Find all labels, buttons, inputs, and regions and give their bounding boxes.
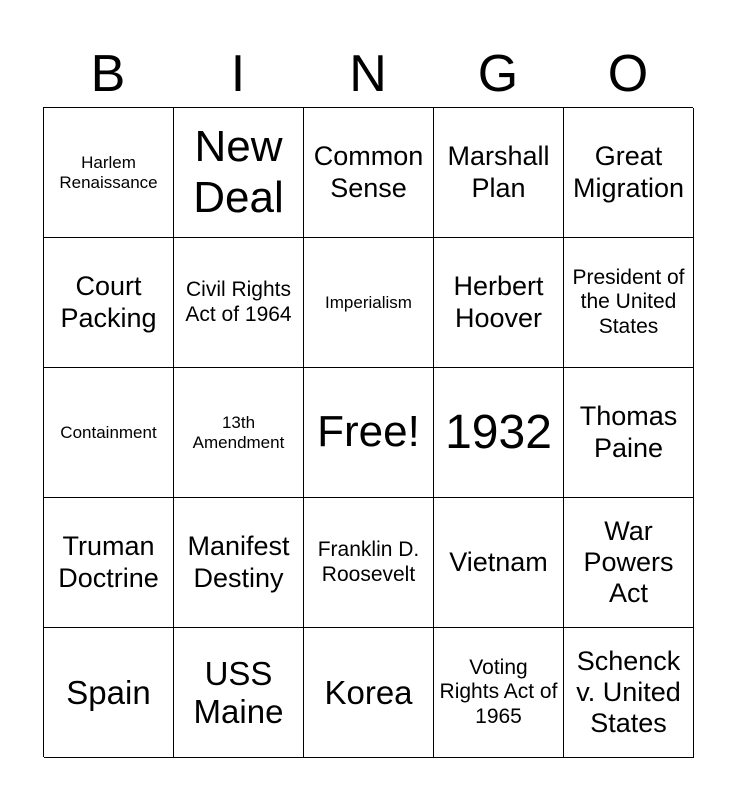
header-letter-b: B: [90, 45, 126, 103]
bingo-cell[interactable]: Civil Rights Act of 1964: [174, 238, 304, 368]
bingo-cell[interactable]: 1932: [434, 368, 564, 498]
bingo-cell[interactable]: USS Maine: [174, 628, 304, 758]
header-letter-i: I: [230, 45, 246, 103]
bingo-cell[interactable]: President of the United States: [564, 238, 694, 368]
bingo-cell[interactable]: Common Sense: [304, 108, 434, 238]
bingo-cell[interactable]: Great Migration: [564, 108, 694, 238]
bingo-cell[interactable]: Spain: [44, 628, 174, 758]
bingo-cell[interactable]: New Deal: [174, 108, 304, 238]
bingo-cell[interactable]: Marshall Plan: [434, 108, 564, 238]
header-letter-g: G: [477, 45, 519, 103]
bingo-cell[interactable]: Schenck v. United States: [564, 628, 694, 758]
bingo-grid: [43, 107, 693, 757]
bingo-cell[interactable]: Korea: [304, 628, 434, 758]
bingo-cell[interactable]: Containment: [44, 368, 174, 498]
bingo-cell[interactable]: Herbert Hoover: [434, 238, 564, 368]
header-letter-o: O: [607, 45, 649, 103]
bingo-cell[interactable]: Thomas Paine: [564, 368, 694, 498]
bingo-cell[interactable]: Imperialism: [304, 238, 434, 368]
header-letter-n: N: [349, 45, 387, 103]
bingo-cell[interactable]: War Powers Act: [564, 498, 694, 628]
bingo-header: [43, 40, 693, 108]
bingo-cell[interactable]: Truman Doctrine: [44, 498, 174, 628]
bingo-cell[interactable]: Franklin D. Roosevelt: [304, 498, 434, 628]
bingo-cell[interactable]: Voting Rights Act of 1965: [434, 628, 564, 758]
bingo-cell[interactable]: Manifest Destiny: [174, 498, 304, 628]
bingo-cell[interactable]: 13th Amendment: [174, 368, 304, 498]
free-space-cell[interactable]: Free!: [304, 368, 434, 498]
bingo-cell[interactable]: Court Packing: [44, 238, 174, 368]
bingo-cell[interactable]: Vietnam: [434, 498, 564, 628]
bingo-cell[interactable]: Harlem Renaissance: [44, 108, 174, 238]
